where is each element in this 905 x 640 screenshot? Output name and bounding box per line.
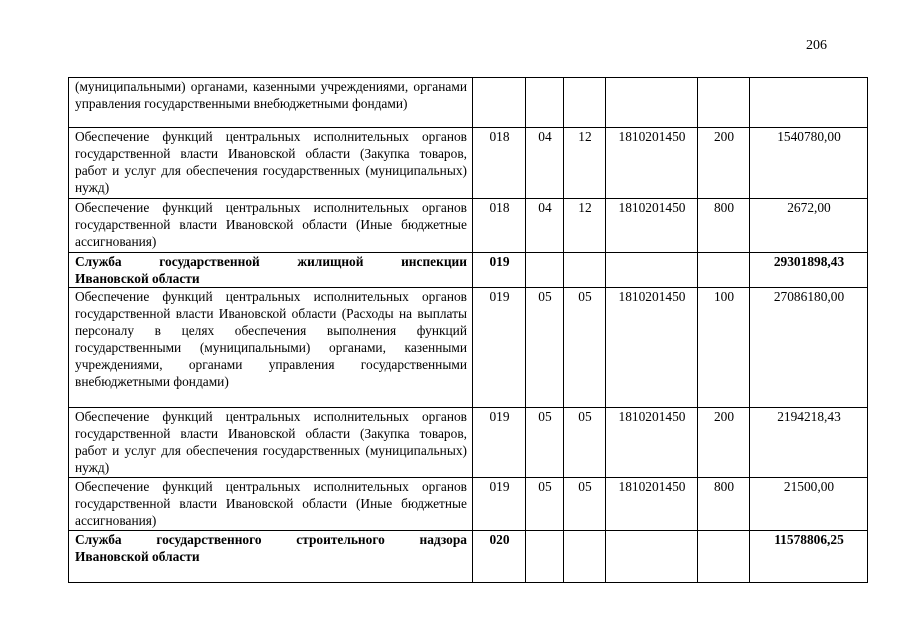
table-row (69, 199, 868, 253)
department-name (69, 253, 473, 288)
row-csr (606, 253, 698, 288)
table-row (69, 128, 868, 199)
row-ved: 019 (473, 288, 526, 408)
row-vr (698, 78, 750, 128)
row-vr: 200 (698, 128, 750, 199)
department-name-line1: Служба государственной жилищной инспекции (75, 254, 467, 269)
row-pr: 05 (564, 288, 606, 408)
row-ved: 019 (473, 253, 526, 288)
row-sum: 2194218,43 (750, 408, 868, 478)
row-vr: 200 (698, 408, 750, 478)
row-rz: 04 (526, 128, 564, 199)
row-rz (526, 78, 564, 128)
row-vr (698, 531, 750, 583)
row-pr: 12 (564, 128, 606, 199)
row-pr: 12 (564, 199, 606, 253)
row-description: Обеспечение функций центральных исполнительных органов государственной власти Ивановской области (Закупка товаров, работ и услуг для обеспечения государственных (муниципальных) нужд) (69, 408, 473, 478)
row-pr (564, 78, 606, 128)
row-rz: 05 (526, 288, 564, 408)
row-vr (698, 253, 750, 288)
row-csr (606, 531, 698, 583)
row-description: Обеспечение функций центральных исполнительных органов государственной власти Ивановской области (Расходы на выплаты персоналу в целях обеспечения выполнения функций государственными (муниципальными) органами, казенными учреждениями, органами управления государственными внебюджетными фондами) (69, 288, 473, 408)
row-ved: 018 (473, 128, 526, 199)
row-csr: 1810201450 (606, 128, 698, 199)
row-csr: 1810201450 (606, 199, 698, 253)
row-ved (473, 78, 526, 128)
table-row (69, 408, 868, 478)
row-vr: 100 (698, 288, 750, 408)
table-row (69, 478, 868, 531)
row-sum: 2672,00 (750, 199, 868, 253)
row-sum (750, 78, 868, 128)
table-row-department (69, 253, 868, 288)
department-name (69, 531, 473, 583)
row-sum: 11578806,25 (750, 531, 868, 583)
row-description: Обеспечение функций центральных исполнительных органов государственной власти Ивановской области (Иные бюджетные ассигнования) (69, 199, 473, 253)
row-description: Обеспечение функций центральных исполнительных органов государственной власти Ивановской области (Иные бюджетные ассигнования) (69, 478, 473, 531)
table-row-department (69, 531, 868, 583)
row-csr: 1810201450 (606, 288, 698, 408)
department-name-line2: Ивановской области (75, 549, 200, 564)
row-pr (564, 253, 606, 288)
row-sum: 21500,00 (750, 478, 868, 531)
row-ved: 019 (473, 408, 526, 478)
row-rz: 05 (526, 408, 564, 478)
row-vr: 800 (698, 478, 750, 531)
row-ved: 018 (473, 199, 526, 253)
row-rz (526, 253, 564, 288)
row-pr: 05 (564, 478, 606, 531)
page-number: 206 (806, 38, 827, 53)
row-rz: 05 (526, 478, 564, 531)
department-name-line2: Ивановской области (75, 271, 200, 286)
table-row (69, 288, 868, 408)
row-csr (606, 78, 698, 128)
budget-table (68, 77, 868, 583)
row-sum: 1540780,00 (750, 128, 868, 199)
department-name-line1: Служба государственного строительного надзора (75, 532, 467, 547)
row-description: (муниципальными) органами, казенными учреждениями, органами управления государственными внебюджетными фондами) (69, 78, 473, 128)
row-csr: 1810201450 (606, 478, 698, 531)
table-row (69, 78, 868, 128)
row-rz: 04 (526, 199, 564, 253)
row-pr: 05 (564, 408, 606, 478)
row-csr: 1810201450 (606, 408, 698, 478)
row-pr (564, 531, 606, 583)
row-sum: 29301898,43 (750, 253, 868, 288)
row-rz (526, 531, 564, 583)
row-description: Обеспечение функций центральных исполнительных органов государственной власти Ивановской области (Закупка товаров, работ и услуг для обеспечения государственных (муниципальных) нужд) (69, 128, 473, 199)
row-ved: 020 (473, 531, 526, 583)
row-vr: 800 (698, 199, 750, 253)
row-ved: 019 (473, 478, 526, 531)
row-sum: 27086180,00 (750, 288, 868, 408)
